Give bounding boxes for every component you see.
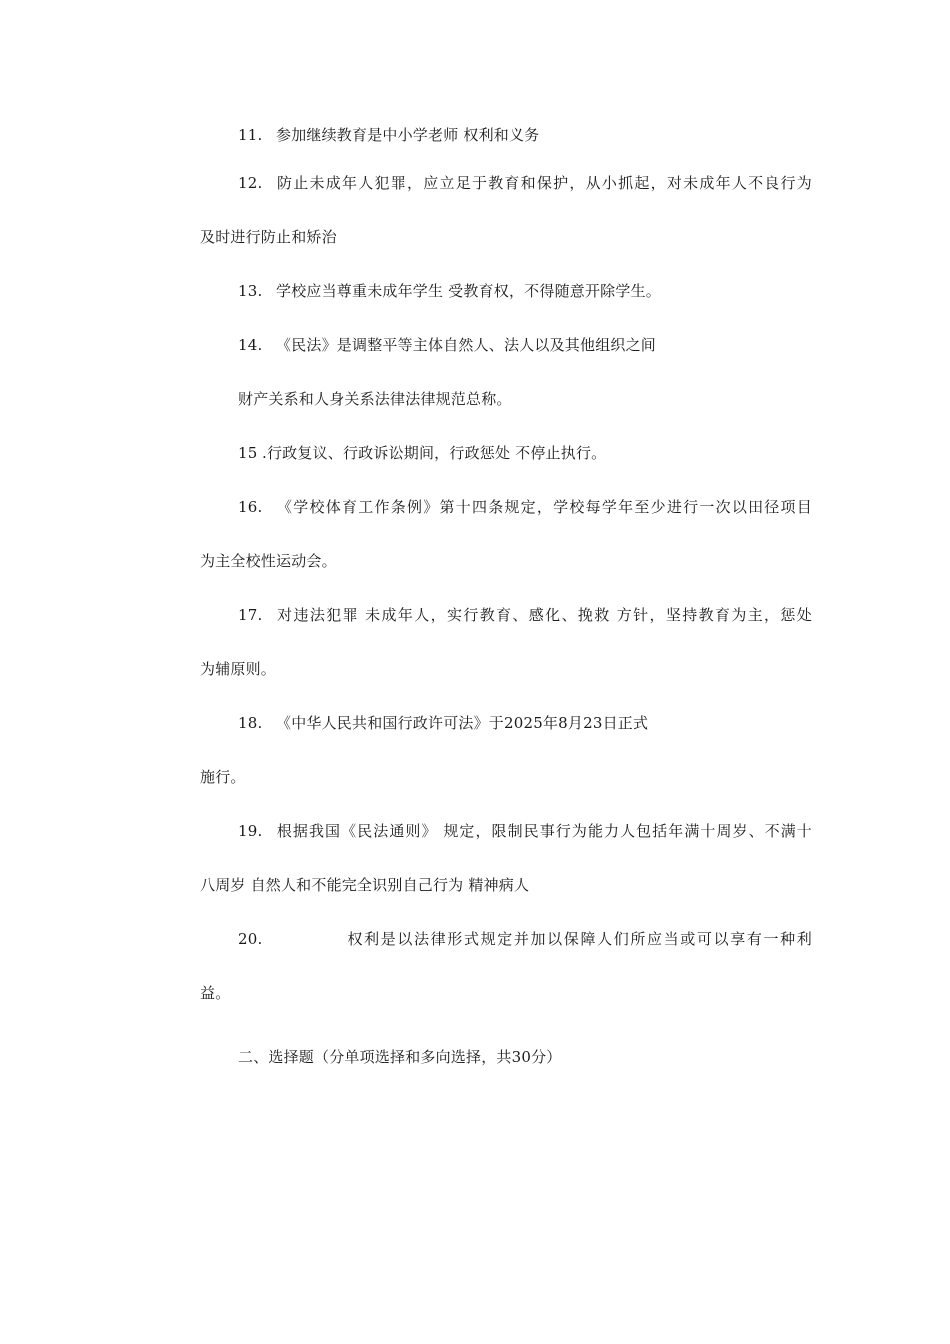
item-20-line-1 — [238, 928, 812, 950]
item-15-text: .行政复议、行政诉讼期间，行政惩处 不停止执行。 — [262, 444, 607, 462]
item-16-line-1 — [238, 496, 812, 518]
item-14-line-2 — [238, 388, 812, 410]
item-20-line-2 — [200, 982, 812, 1004]
item-12-number: 12. — [238, 174, 263, 192]
item-15-number: 15 — [238, 444, 258, 462]
item-16-number: 16. — [238, 498, 263, 516]
item-16-line-2 — [200, 550, 812, 572]
item-16-text: 《学校体育工作条例》第十四条规定，学校每学年至少进行一次以田径项目 — [276, 498, 812, 516]
item-13-text: 学校应当尊重未成年学生 受教育权，不得随意开除学生。 — [276, 282, 661, 300]
item-14-line-1 — [238, 334, 812, 356]
item-19-number: 19. — [238, 822, 263, 840]
item-17-line-2 — [200, 658, 812, 680]
item-12-line-2 — [200, 226, 812, 248]
item-19-line-2 — [200, 874, 812, 896]
item-12-text: 防止未成年人犯罪，应立足于教育和保护，从小抓起，对未成年人不良行为 — [276, 174, 812, 192]
item-11-line-1 — [238, 124, 812, 146]
item-17-line-1 — [238, 604, 812, 626]
item-18-line-2 — [200, 766, 812, 788]
item-11-text: 参加继续教育是中小学老师 权利和义务 — [276, 126, 540, 144]
item-18-text-cont: 施行。 — [200, 768, 246, 786]
item-15-line-1 — [238, 442, 812, 464]
item-18-text: 《中华人民共和国行政许可法》于2025年8月23日正式 — [276, 714, 649, 732]
item-11-number: 11. — [238, 126, 263, 144]
item-12-line-1 — [238, 172, 812, 194]
section-heading-text: 二、选择题（分单项选择和多向选择，共30分） — [238, 1048, 562, 1066]
item-14-text-cont: 财产关系和人身关系法律法律规范总称。 — [238, 390, 512, 408]
section-heading — [238, 1046, 812, 1068]
item-14-number: 14. — [238, 336, 263, 354]
item-12-text-cont: 及时进行防止和矫治 — [200, 228, 337, 246]
item-16-text-cont: 为主全校性运动会。 — [200, 552, 337, 570]
item-14-text: 《民法》是调整平等主体自然人、法人以及其他组织之间 — [276, 336, 657, 354]
item-20-number: 20. — [238, 930, 263, 948]
item-17-text: 对违法犯罪 未成年人，实行教育、感化、挽救 方针，坚持教育为主，惩处 — [276, 606, 812, 624]
item-18-line-1 — [238, 712, 812, 734]
item-17-text-cont: 为辅原则。 — [200, 660, 277, 678]
item-19-text-cont: 八周岁 自然人和不能完全识别自己行为 精神病人 — [200, 876, 530, 894]
item-17-number: 17. — [238, 606, 263, 624]
item-19-text: 根据我国《民法通则》 规定，限制民事行为能力人包括年满十周岁、不满十 — [276, 822, 812, 840]
item-13-line-1 — [238, 280, 812, 302]
item-19-line-1 — [238, 820, 812, 842]
item-20-text: 权利是以法律形式规定并加以保障人们所应当或可以享有一种利 — [346, 930, 812, 948]
item-20-text-cont: 益。 — [200, 984, 231, 1002]
item-18-number: 18. — [238, 714, 263, 732]
item-13-number: 13. — [238, 282, 263, 300]
